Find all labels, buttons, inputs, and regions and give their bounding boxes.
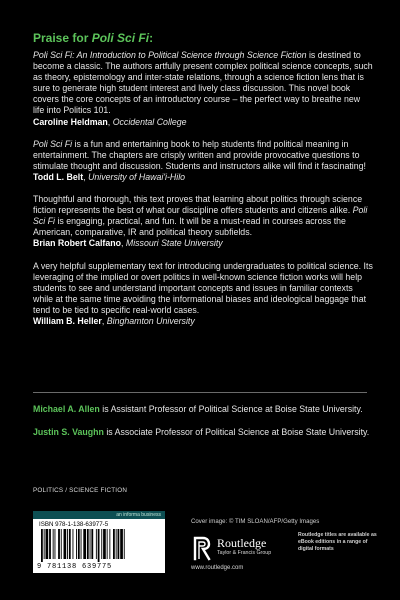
barcode-digits: 9 781138 639775 [37, 563, 113, 571]
quote-heller: A very helpful supplementary text for introducing undergraduates to political science. Its leveraging of the implied or overt politics in well-known science fiction works will help students to see and understand important concepts and issues in familiar contexts while at the same time avoiding the informational biases and ideological baggage that tend to be tied to specific real-world cases. William B. Heller, Binghamton University [33, 260, 373, 326]
quote-calfano: Thoughtful and thorough, this text proves that learning about politics through science fiction represents the best of what our discipline offers students and citizens alike. Poli Sci Fi is engaging, practical, and fun. It will be a must-read in courses across the American, comparative, IR and political theory subfields. Brian Robert Calfano, Missouri State University [33, 194, 373, 249]
routledge-r-icon [191, 534, 213, 562]
barcode-bar [46, 529, 49, 559]
author-bio-vaughn: Justin S. Vaughn is Associate Professor of Political Science at Boise State University. [33, 427, 370, 438]
ebook-availability-note: Routledge titles are available as eBook editions in a range of digital formats [298, 532, 377, 552]
quote-attribution: Caroline Heldman, Occidental College [33, 116, 187, 127]
barcode-bar [73, 529, 74, 559]
barcode-bar [78, 529, 80, 559]
barcode-bar [96, 529, 97, 559]
barcode-bar [83, 529, 86, 559]
publisher-group: Taylor & Francis Group [217, 550, 272, 556]
quote-attribution: Brian Robert Calfano, Missouri State University [33, 238, 223, 249]
quote-heldman: Poli Sci Fi: An Introduction to Political Science through Science Fiction is destined to become a classic. The authors artfully present complex political science concepts, such as theory, epistemology and inter-state relations, through a science fiction lens that is sure to generate high student interest and lively class discussion. This novel book covers the core concepts of an introductory course – the perfect way to breathe new life into Politics 101. Caroline Heldman, Occidental College [33, 50, 373, 127]
isbn-barcode [33, 511, 165, 573]
section-divider [33, 392, 367, 393]
barcode-bar [61, 529, 62, 559]
barcode-bar [55, 529, 56, 559]
barcode-bar [118, 529, 120, 559]
barcode-bar [67, 529, 68, 559]
author-bios [33, 404, 373, 450]
barcode-bar [69, 529, 71, 559]
praise-heading: Praise for Poli Sci Fi: [33, 31, 154, 45]
barcode-bar [81, 529, 82, 559]
barcode-bars [39, 529, 159, 562]
barcode-bar [44, 529, 45, 559]
subject-category: POLITICS / SCIENCE FICTION [33, 487, 128, 494]
barcode-bar [53, 529, 54, 559]
barcode-bar [103, 529, 106, 559]
isbn-text: ISBN 978-1-138-63977-5 [39, 521, 109, 528]
barcode-bar [116, 529, 117, 559]
informa-strip [33, 511, 165, 519]
barcode-bar [109, 529, 110, 559]
barcode-bar [49, 529, 51, 559]
publisher-logo [191, 534, 277, 574]
barcode-bar [90, 529, 91, 559]
quote-attribution: Todd L. Belt, University of Hawai'i-Hilo [33, 171, 186, 182]
barcode-bar [76, 529, 77, 559]
barcode-bar [101, 529, 102, 559]
publisher-website: www.routledge.com [191, 565, 244, 571]
author-bio-allen: Michael A. Allen is Assistant Professor of Political Science at Boise State University. [33, 404, 363, 414]
barcode-bar [124, 529, 125, 559]
barcode-bar [98, 529, 100, 562]
cover-image-credit: Cover image: © TIM SLOAN/AFP/Getty Images [191, 518, 320, 525]
barcode-bar [87, 529, 89, 559]
barcode-bar [91, 529, 93, 559]
quote-belt: Poli Sci Fi is a fun and entertaining book to help students find political meaning in entertainment. The chapters are crisply written and provide provocative questions to stimulate thought and discussion. Students and instructors alike will find it fascinating! Todd L. Belt, University of Hawai'i-Hilo [33, 139, 373, 183]
book-title: Poli Sci Fi [91, 31, 150, 45]
publisher-name: Routledge [217, 536, 267, 550]
informa-label: an informa business [116, 512, 161, 518]
quote-attribution: William B. Heller, Binghamton University [33, 315, 195, 326]
barcode-bar [113, 529, 115, 559]
praise-quotes [33, 50, 373, 338]
barcode-bar [120, 529, 123, 559]
barcode-bar [41, 529, 43, 562]
barcode-bar [58, 529, 60, 559]
barcode-bar [64, 529, 67, 559]
barcode-bar [107, 529, 108, 559]
